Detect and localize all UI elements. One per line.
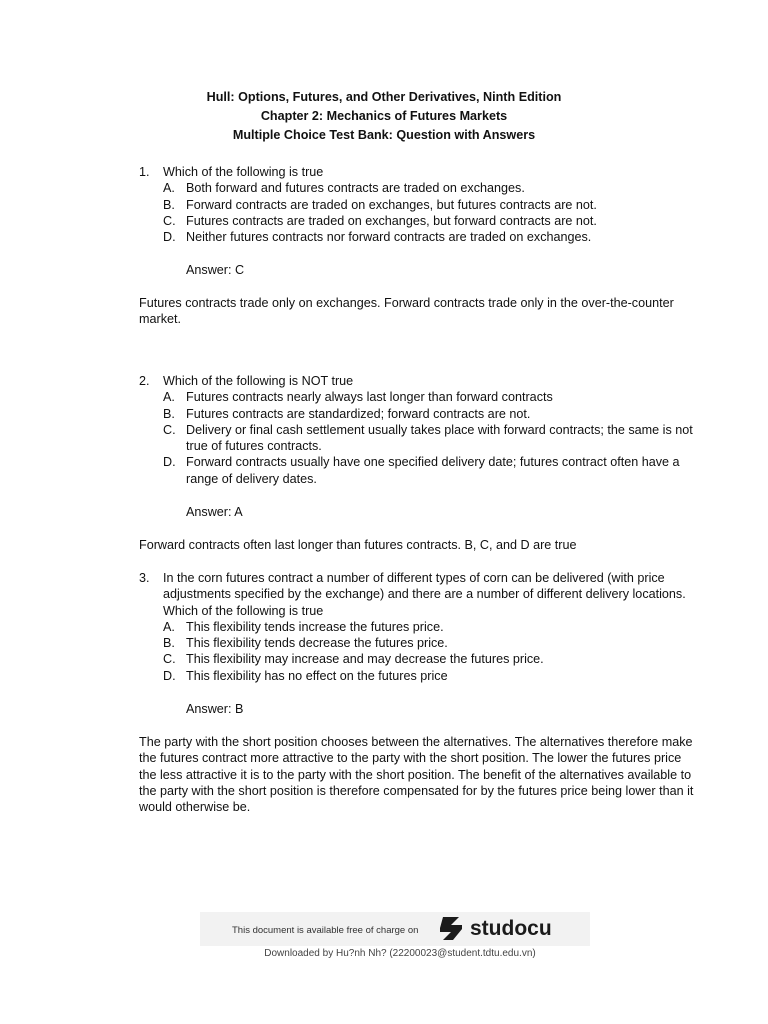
option-text: Delivery or final cash settlement usually takes place with forward contracts; the same is not true of futures contracts. <box>186 422 693 454</box>
option-c <box>163 651 699 667</box>
option-text: Futures contracts are traded on exchanges, but forward contracts are not. <box>186 213 597 228</box>
option-list <box>163 619 699 684</box>
question-text: Which of the following is true <box>163 165 324 179</box>
option-letter: A. <box>163 390 175 405</box>
download-attribution: Downloaded by Hu?nh Nh? (22200023@student.tdtu.edu.vn) <box>264 948 536 959</box>
option-text: This flexibility has no effect on the futures price <box>186 668 448 683</box>
question-number: 3. <box>139 571 150 585</box>
explanation-1: Futures contracts trade only on exchanges. Forward contracts trade only in the over-the-counter market. <box>139 296 674 327</box>
option-c <box>163 213 699 229</box>
option-text: Neither futures contracts nor forward contracts are traded on exchanges. <box>186 230 592 245</box>
explanation-3: The party with the short position chooses between the alternatives. The alternatives therefore make the futures contract more attractive to the party with the short position. The lower the futures price the less attractive it is to the party with the short position. The benefit of the alternatives available to the party with the short position is therefore compensated for by the futures price being lower than it would otherwise be. <box>139 735 694 815</box>
question-text: Which of the following is NOT true <box>163 374 354 388</box>
availability-text: This document is available free of charge on <box>232 925 419 936</box>
book-title: Hull: Options, Futures, and Other Derivatives, Ninth Edition <box>206 90 562 104</box>
question-1 <box>139 164 699 245</box>
test-bank-subtitle: Multiple Choice Test Bank: Question with Answers <box>232 128 536 142</box>
option-letter: A. <box>163 619 175 634</box>
option-d <box>163 229 699 245</box>
option-list <box>163 180 699 245</box>
option-text: Forward contracts are traded on exchanges, but futures contracts are not. <box>186 197 597 212</box>
chapter-title: Chapter 2: Mechanics of Futures Markets <box>260 109 508 123</box>
question-stem <box>139 570 699 619</box>
option-text: Futures contracts nearly always last longer than forward contracts <box>186 390 553 405</box>
option-letter: D. <box>163 230 176 245</box>
option-a <box>163 389 699 405</box>
question-number: 1. <box>139 165 150 179</box>
option-a <box>163 180 699 196</box>
option-letter: D. <box>163 455 176 470</box>
option-a <box>163 619 699 635</box>
question-number: 2. <box>139 374 150 388</box>
option-letter: C. <box>163 213 176 228</box>
option-b <box>163 197 699 213</box>
option-letter: B. <box>163 406 175 421</box>
option-letter: A. <box>163 181 175 196</box>
explanation-2: Forward contracts often last longer than futures contracts. B, C, and D are true <box>139 538 577 552</box>
document-header <box>0 88 768 145</box>
option-letter: D. <box>163 668 176 683</box>
option-text: Forward contracts usually have one specified delivery date; futures contract often have a range of delivery dates. <box>186 455 680 486</box>
question-text: In the corn futures contract a number of different types of corn can be delivered (with price adjustments specified by the exchange) and there are a number of different delivery locations. Which of the following is true <box>163 571 686 618</box>
question-3 <box>139 570 699 684</box>
option-text: This flexibility tends decrease the futures price. <box>186 636 448 651</box>
option-letter: B. <box>163 636 175 651</box>
studocu-banner[interactable] <box>200 912 590 946</box>
option-letter: B. <box>163 197 175 212</box>
studocu-logo-icon <box>436 915 466 943</box>
option-b <box>163 406 699 422</box>
answer-3: Answer: B <box>186 702 244 716</box>
option-text: This flexibility may increase and may decrease the futures price. <box>186 652 544 667</box>
question-stem <box>139 164 699 180</box>
option-d <box>163 454 699 487</box>
option-list <box>163 389 699 487</box>
option-text: Both forward and futures contracts are traded on exchanges. <box>186 181 525 196</box>
studocu-brand: studocu <box>470 917 552 940</box>
option-letter: C. <box>163 652 176 667</box>
question-2 <box>139 373 699 487</box>
answer-1: Answer: C <box>186 263 245 277</box>
option-text: Futures contracts are standardized; forward contracts are not. <box>186 406 531 421</box>
option-b <box>163 635 699 651</box>
question-stem <box>139 373 699 389</box>
option-c <box>163 422 699 455</box>
option-d <box>163 668 699 684</box>
answer-2: Answer: A <box>186 505 243 519</box>
option-text: This flexibility tends increase the futures price. <box>186 619 444 634</box>
option-letter: C. <box>163 422 176 437</box>
